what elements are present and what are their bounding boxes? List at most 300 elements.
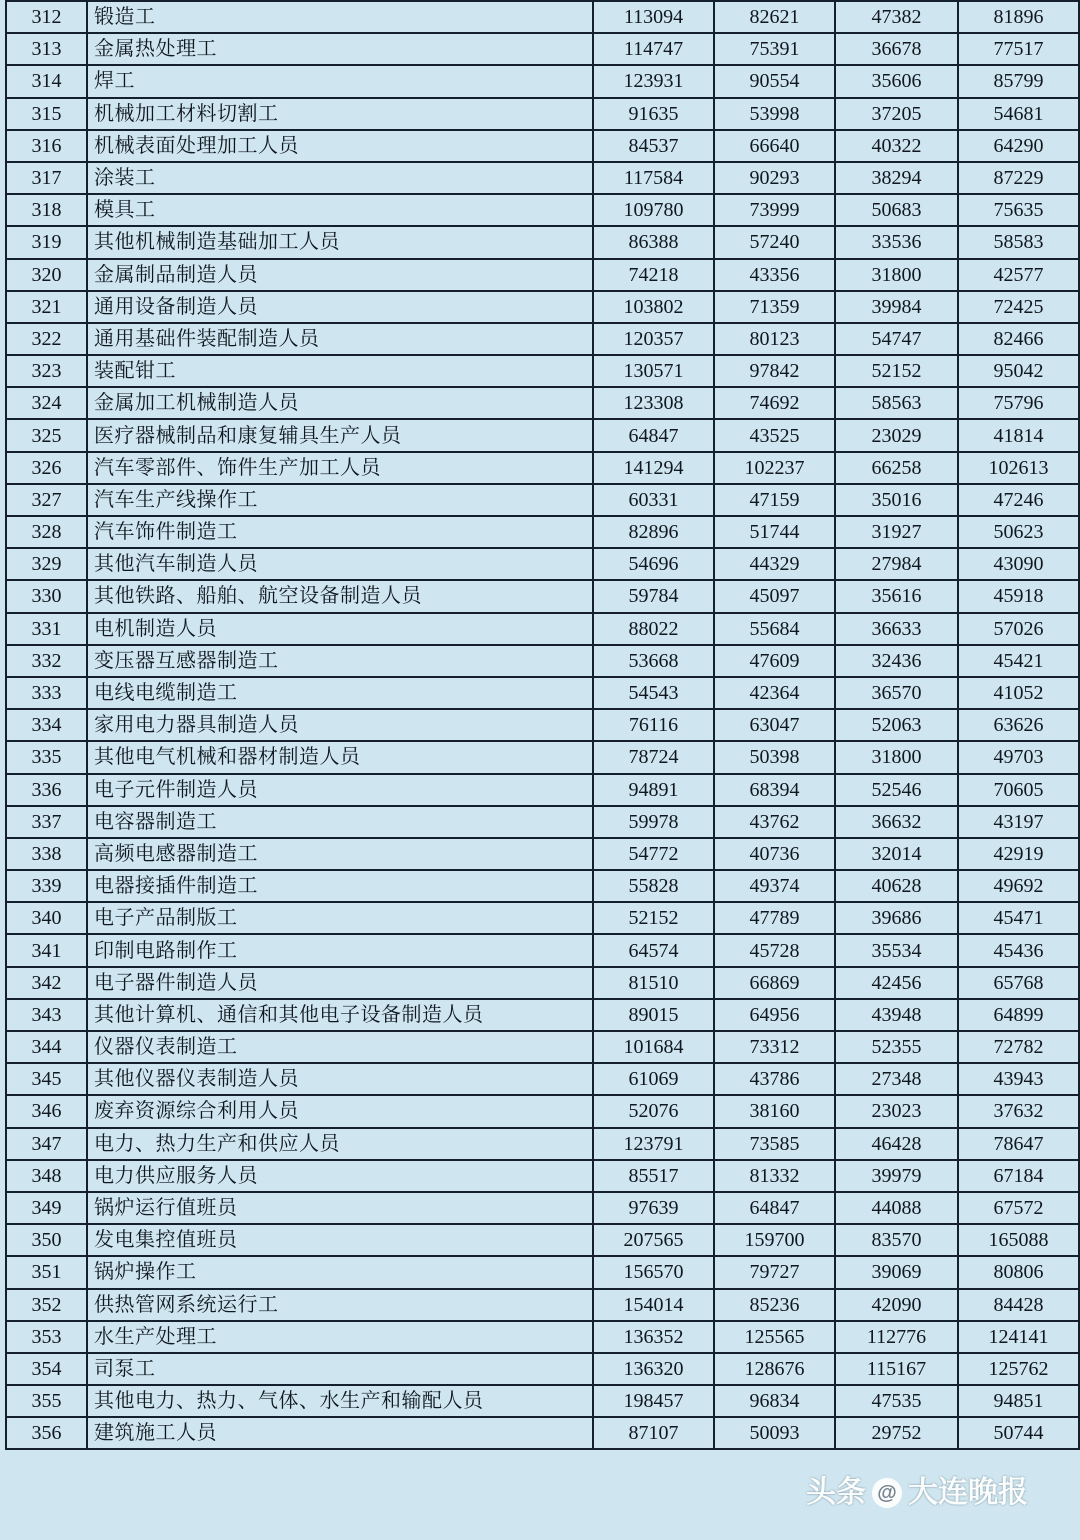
row-index-cell: 353 [6,1321,87,1353]
value-low-cell: 42456 [835,967,958,999]
value-low-cell: 35616 [835,580,958,612]
table-row [6,999,1079,1031]
value-low-cell: 52546 [835,774,958,806]
value-median-cell: 57240 [714,226,835,258]
table-row [6,613,1079,645]
value-low-cell: 40628 [835,870,958,902]
value-high-cell: 81510 [593,967,714,999]
table-row [6,902,1079,934]
table-row [6,1160,1079,1192]
table-row [6,934,1079,966]
table-row [6,774,1079,806]
occupation-name-cell: 其他计算机、通信和其他电子设备制造人员 [87,999,593,1031]
table-row [6,1353,1079,1385]
value-high-cell: 53668 [593,645,714,677]
value-average-cell: 72425 [958,291,1079,323]
value-average-cell: 165088 [958,1224,1079,1256]
value-low-cell: 35606 [835,65,958,97]
value-low-cell: 35016 [835,484,958,516]
occupation-name-cell: 金属加工机械制造人员 [87,387,593,419]
table-row [6,1321,1079,1353]
value-median-cell: 64847 [714,1192,835,1224]
value-high-cell: 123791 [593,1128,714,1160]
occupation-name-cell: 水生产处理工 [87,1321,593,1353]
value-average-cell: 124141 [958,1321,1079,1353]
value-low-cell: 39686 [835,902,958,934]
row-index-cell: 351 [6,1256,87,1288]
value-median-cell: 68394 [714,774,835,806]
value-average-cell: 50623 [958,516,1079,548]
value-low-cell: 43948 [835,999,958,1031]
value-high-cell: 198457 [593,1385,714,1417]
value-average-cell: 54681 [958,98,1079,130]
occupation-name-cell: 电子元件制造人员 [87,774,593,806]
occupation-name-cell: 焊工 [87,65,593,97]
value-high-cell: 136352 [593,1321,714,1353]
value-low-cell: 47535 [835,1385,958,1417]
value-high-cell: 113094 [593,1,714,33]
row-index-cell: 355 [6,1385,87,1417]
table-row [6,677,1079,709]
value-median-cell: 64956 [714,999,835,1031]
value-average-cell: 64290 [958,130,1079,162]
occupation-name-cell: 机械表面处理加工人员 [87,130,593,162]
value-low-cell: 36678 [835,33,958,65]
value-high-cell: 54696 [593,548,714,580]
occupation-name-cell: 司泵工 [87,1353,593,1385]
table-row [6,967,1079,999]
occupation-name-cell: 电力供应服务人员 [87,1160,593,1192]
value-average-cell: 64899 [958,999,1079,1031]
table-row [6,1128,1079,1160]
row-index-cell: 349 [6,1192,87,1224]
value-average-cell: 94851 [958,1385,1079,1417]
value-high-cell: 156570 [593,1256,714,1288]
watermark-suffix-text: 大连晚报 [908,1476,1028,1509]
row-index-cell: 332 [6,645,87,677]
table-row [6,1031,1079,1063]
value-average-cell: 43090 [958,548,1079,580]
value-median-cell: 75391 [714,33,835,65]
value-high-cell: 130571 [593,355,714,387]
table-row [6,98,1079,130]
row-index-cell: 316 [6,130,87,162]
row-index-cell: 356 [6,1417,87,1449]
table-row [6,162,1079,194]
row-index-cell: 338 [6,838,87,870]
row-index-cell: 329 [6,548,87,580]
value-low-cell: 27348 [835,1063,958,1095]
occupation-name-cell: 电子产品制版工 [87,902,593,934]
occupation-name-cell: 汽车生产线操作工 [87,484,593,516]
value-median-cell: 73312 [714,1031,835,1063]
value-high-cell: 78724 [593,741,714,773]
occupation-name-cell: 电子器件制造人员 [87,967,593,999]
table-row [6,1385,1079,1417]
table-row [6,645,1079,677]
row-index-cell: 317 [6,162,87,194]
row-index-cell: 331 [6,613,87,645]
value-median-cell: 79727 [714,1256,835,1288]
table-row [6,548,1079,580]
row-index-cell: 324 [6,387,87,419]
value-high-cell: 141294 [593,452,714,484]
row-index-cell: 315 [6,98,87,130]
value-average-cell: 80806 [958,1256,1079,1288]
row-index-cell: 314 [6,65,87,97]
value-average-cell: 37632 [958,1095,1079,1127]
table-body [6,1,1079,1449]
row-index-cell: 352 [6,1289,87,1321]
value-average-cell: 75635 [958,194,1079,226]
value-median-cell: 42364 [714,677,835,709]
occupation-name-cell: 汽车零部件、饰件生产加工人员 [87,452,593,484]
value-average-cell: 85799 [958,65,1079,97]
occupation-name-cell: 机械加工材料切割工 [87,98,593,130]
value-median-cell: 38160 [714,1095,835,1127]
value-average-cell: 45436 [958,934,1079,966]
occupation-name-cell: 供热管网系统运行工 [87,1289,593,1321]
value-high-cell: 54543 [593,677,714,709]
row-index-cell: 348 [6,1160,87,1192]
row-index-cell: 335 [6,741,87,773]
value-high-cell: 88022 [593,613,714,645]
value-low-cell: 37205 [835,98,958,130]
row-index-cell: 347 [6,1128,87,1160]
row-index-cell: 327 [6,484,87,516]
value-high-cell: 91635 [593,98,714,130]
value-average-cell: 50744 [958,1417,1079,1449]
row-index-cell: 313 [6,33,87,65]
value-high-cell: 123308 [593,387,714,419]
value-low-cell: 40322 [835,130,958,162]
occupation-name-cell: 其他铁路、船舶、航空设备制造人员 [87,580,593,612]
occupation-name-cell: 装配钳工 [87,355,593,387]
occupation-name-cell: 变压器互感器制造工 [87,645,593,677]
row-index-cell: 345 [6,1063,87,1095]
value-median-cell: 55684 [714,613,835,645]
table-row [6,33,1079,65]
row-index-cell: 318 [6,194,87,226]
value-median-cell: 47789 [714,902,835,934]
table-row [6,1224,1079,1256]
value-high-cell: 82896 [593,516,714,548]
table-row [6,355,1079,387]
value-high-cell: 60331 [593,484,714,516]
value-average-cell: 72782 [958,1031,1079,1063]
value-median-cell: 47609 [714,645,835,677]
value-median-cell: 96834 [714,1385,835,1417]
value-average-cell: 45918 [958,580,1079,612]
value-median-cell: 51744 [714,516,835,548]
table-row [6,1095,1079,1127]
row-index-cell: 334 [6,709,87,741]
value-low-cell: 35534 [835,934,958,966]
value-average-cell: 41814 [958,419,1079,451]
row-index-cell: 350 [6,1224,87,1256]
table-row [6,1256,1079,1288]
value-low-cell: 36633 [835,613,958,645]
watermark-overlay [806,1478,1028,1508]
value-low-cell: 115167 [835,1353,958,1385]
table-row [6,870,1079,902]
row-index-cell: 312 [6,1,87,33]
value-median-cell: 90554 [714,65,835,97]
value-high-cell: 94891 [593,774,714,806]
value-average-cell: 49692 [958,870,1079,902]
value-high-cell: 52152 [593,902,714,934]
row-index-cell: 321 [6,291,87,323]
value-low-cell: 33536 [835,226,958,258]
value-low-cell: 39984 [835,291,958,323]
table-row [6,1289,1079,1321]
value-average-cell: 75796 [958,387,1079,419]
table-row [6,1063,1079,1095]
value-median-cell: 50398 [714,741,835,773]
value-low-cell: 58563 [835,387,958,419]
value-low-cell: 39979 [835,1160,958,1192]
occupation-name-cell: 电容器制造工 [87,806,593,838]
value-high-cell: 54772 [593,838,714,870]
occupation-salary-table [5,0,1080,1450]
value-median-cell: 43762 [714,806,835,838]
occupation-name-cell: 电器接插件制造工 [87,870,593,902]
occupation-name-cell: 涂装工 [87,162,593,194]
table-row [6,1417,1079,1449]
value-average-cell: 65768 [958,967,1079,999]
value-low-cell: 36632 [835,806,958,838]
value-high-cell: 76116 [593,709,714,741]
value-average-cell: 43197 [958,806,1079,838]
value-median-cell: 81332 [714,1160,835,1192]
occupation-name-cell: 金属制品制造人员 [87,259,593,291]
value-median-cell: 43525 [714,419,835,451]
occupation-name-cell: 电机制造人员 [87,613,593,645]
value-median-cell: 74692 [714,387,835,419]
value-low-cell: 32436 [835,645,958,677]
row-index-cell: 342 [6,967,87,999]
value-median-cell: 97842 [714,355,835,387]
value-median-cell: 47159 [714,484,835,516]
value-low-cell: 31800 [835,259,958,291]
value-low-cell: 32014 [835,838,958,870]
value-low-cell: 29752 [835,1417,958,1449]
value-median-cell: 44329 [714,548,835,580]
value-high-cell: 55828 [593,870,714,902]
table-row [6,709,1079,741]
table-row [6,130,1079,162]
occupation-name-cell: 其他仪器仪表制造人员 [87,1063,593,1095]
value-high-cell: 120357 [593,323,714,355]
value-high-cell: 101684 [593,1031,714,1063]
value-low-cell: 66258 [835,452,958,484]
value-average-cell: 82466 [958,323,1079,355]
value-median-cell: 49374 [714,870,835,902]
occupation-name-cell: 锻造工 [87,1,593,33]
table-row [6,1192,1079,1224]
value-median-cell: 40736 [714,838,835,870]
value-high-cell: 114747 [593,33,714,65]
watermark-logo-icon: @ [872,1478,902,1508]
value-low-cell: 52355 [835,1031,958,1063]
occupation-name-cell: 模具工 [87,194,593,226]
row-index-cell: 344 [6,1031,87,1063]
value-average-cell: 42919 [958,838,1079,870]
value-median-cell: 71359 [714,291,835,323]
value-high-cell: 85517 [593,1160,714,1192]
value-low-cell: 23029 [835,419,958,451]
value-high-cell: 52076 [593,1095,714,1127]
value-median-cell: 80123 [714,323,835,355]
occupation-name-cell: 电线电缆制造工 [87,677,593,709]
table-row [6,226,1079,258]
value-high-cell: 59784 [593,580,714,612]
occupation-name-cell: 发电集控值班员 [87,1224,593,1256]
value-average-cell: 87229 [958,162,1079,194]
value-low-cell: 38294 [835,162,958,194]
value-average-cell: 77517 [958,33,1079,65]
value-low-cell: 47382 [835,1,958,33]
value-median-cell: 50093 [714,1417,835,1449]
value-low-cell: 39069 [835,1256,958,1288]
occupation-name-cell: 印制电路制作工 [87,934,593,966]
value-high-cell: 109780 [593,194,714,226]
row-index-cell: 322 [6,323,87,355]
value-average-cell: 42577 [958,259,1079,291]
value-high-cell: 74218 [593,259,714,291]
value-average-cell: 57026 [958,613,1079,645]
value-average-cell: 70605 [958,774,1079,806]
value-median-cell: 90293 [714,162,835,194]
occupation-name-cell: 金属热处理工 [87,33,593,65]
value-median-cell: 43356 [714,259,835,291]
value-high-cell: 103802 [593,291,714,323]
occupation-name-cell: 高频电感器制造工 [87,838,593,870]
value-average-cell: 58583 [958,226,1079,258]
value-average-cell: 67184 [958,1160,1079,1192]
value-high-cell: 154014 [593,1289,714,1321]
row-index-cell: 340 [6,902,87,934]
value-low-cell: 50683 [835,194,958,226]
table-row [6,387,1079,419]
occupation-name-cell: 通用基础件装配制造人员 [87,323,593,355]
table-row [6,1,1079,33]
value-average-cell: 125762 [958,1353,1079,1385]
table-row [6,65,1079,97]
occupation-name-cell: 电力、热力生产和供应人员 [87,1128,593,1160]
table-row [6,194,1079,226]
table-row [6,838,1079,870]
value-median-cell: 66869 [714,967,835,999]
value-high-cell: 136320 [593,1353,714,1385]
row-index-cell: 346 [6,1095,87,1127]
value-average-cell: 95042 [958,355,1079,387]
table-row [6,323,1079,355]
value-low-cell: 31927 [835,516,958,548]
occupation-name-cell: 其他电气机械和器材制造人员 [87,741,593,773]
value-high-cell: 86388 [593,226,714,258]
value-median-cell: 82621 [714,1,835,33]
value-average-cell: 78647 [958,1128,1079,1160]
row-index-cell: 339 [6,870,87,902]
table-row [6,419,1079,451]
value-median-cell: 53998 [714,98,835,130]
occupation-name-cell: 仪器仪表制造工 [87,1031,593,1063]
value-low-cell: 44088 [835,1192,958,1224]
row-index-cell: 341 [6,934,87,966]
value-median-cell: 43786 [714,1063,835,1095]
value-high-cell: 64847 [593,419,714,451]
row-index-cell: 354 [6,1353,87,1385]
value-low-cell: 52152 [835,355,958,387]
value-average-cell: 41052 [958,677,1079,709]
value-median-cell: 85236 [714,1289,835,1321]
row-index-cell: 328 [6,516,87,548]
value-high-cell: 123931 [593,65,714,97]
row-index-cell: 343 [6,999,87,1031]
value-high-cell: 117584 [593,162,714,194]
value-low-cell: 54747 [835,323,958,355]
occupation-name-cell: 其他汽车制造人员 [87,548,593,580]
occupation-name-cell: 家用电力器具制造人员 [87,709,593,741]
occupation-name-cell: 废弃资源综合利用人员 [87,1095,593,1127]
value-average-cell: 84428 [958,1289,1079,1321]
value-low-cell: 52063 [835,709,958,741]
row-index-cell: 337 [6,806,87,838]
value-high-cell: 59978 [593,806,714,838]
value-median-cell: 159700 [714,1224,835,1256]
value-average-cell: 45471 [958,902,1079,934]
row-index-cell: 325 [6,419,87,451]
table-row [6,484,1079,516]
value-average-cell: 45421 [958,645,1079,677]
value-average-cell: 43943 [958,1063,1079,1095]
value-high-cell: 87107 [593,1417,714,1449]
value-average-cell: 49703 [958,741,1079,773]
value-low-cell: 31800 [835,741,958,773]
table-row [6,806,1079,838]
row-index-cell: 323 [6,355,87,387]
value-low-cell: 42090 [835,1289,958,1321]
row-index-cell: 333 [6,677,87,709]
value-low-cell: 36570 [835,677,958,709]
value-average-cell: 81896 [958,1,1079,33]
value-average-cell: 67572 [958,1192,1079,1224]
occupation-name-cell: 建筑施工人员 [87,1417,593,1449]
value-high-cell: 61069 [593,1063,714,1095]
row-index-cell: 319 [6,226,87,258]
row-index-cell: 336 [6,774,87,806]
table-row [6,452,1079,484]
value-median-cell: 45097 [714,580,835,612]
occupation-name-cell: 锅炉操作工 [87,1256,593,1288]
table-row [6,259,1079,291]
occupation-name-cell: 医疗器械制品和康复辅具生产人员 [87,419,593,451]
value-median-cell: 66640 [714,130,835,162]
watermark-prefix-text: 头条 [806,1476,866,1509]
table-row [6,291,1079,323]
value-median-cell: 63047 [714,709,835,741]
value-low-cell: 46428 [835,1128,958,1160]
value-high-cell: 97639 [593,1192,714,1224]
value-average-cell: 63626 [958,709,1079,741]
row-index-cell: 320 [6,259,87,291]
value-average-cell: 102613 [958,452,1079,484]
value-median-cell: 102237 [714,452,835,484]
value-average-cell: 47246 [958,484,1079,516]
value-low-cell: 83570 [835,1224,958,1256]
occupation-name-cell: 锅炉运行值班员 [87,1192,593,1224]
